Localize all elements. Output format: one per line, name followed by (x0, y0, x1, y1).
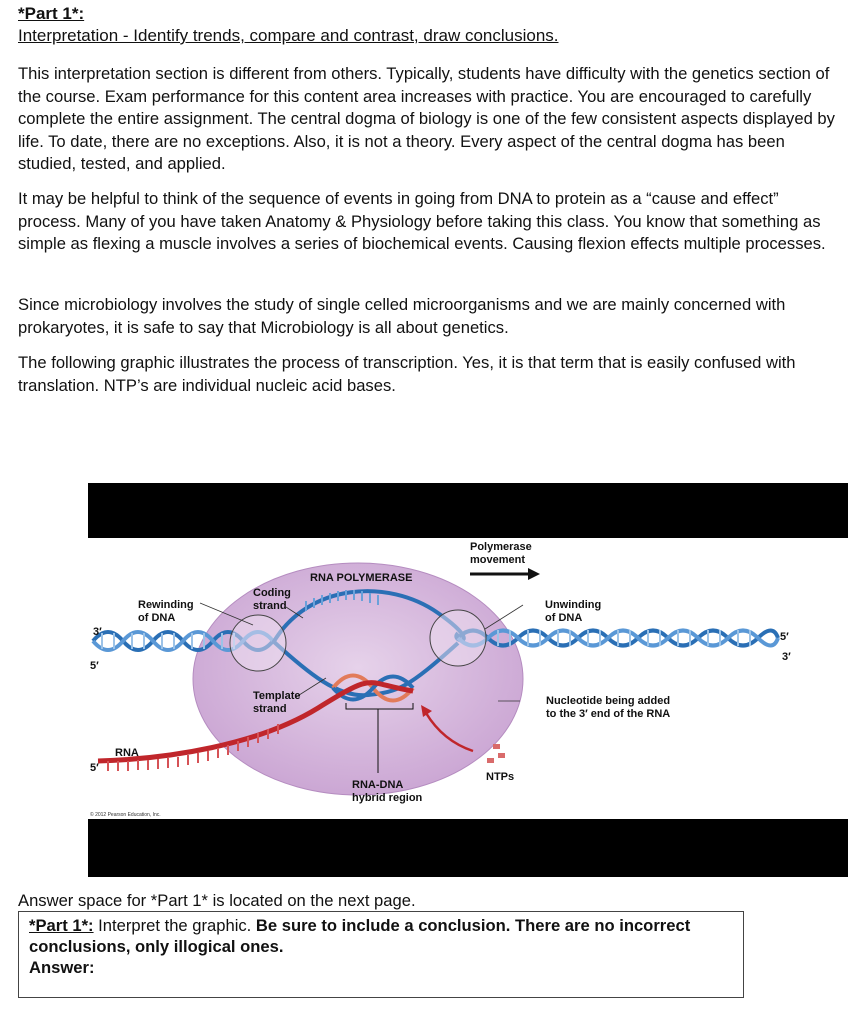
label-nucleotide-2: to the 3′ end of the RNA (546, 708, 671, 720)
intro-paragraph: This interpretation section is different from others. Typically, students have difficulty with the genetics section of the course. Exam performance for this content area increases with practice. You are encouraged to carefully complete the entire assignment. The central dogma of biology is one of the few consistent aspects displayed by life. To date, there are no exceptions. Also, it is not a theory. Every aspect of the central dogma has been studied, tested, and applied. (18, 64, 835, 173)
answer-instruction: Be sure to include a conclusion. There are no incorrect conclusions, only illogical ones. (29, 916, 691, 956)
part-title: *Part 1*: (18, 4, 85, 23)
unwinding-bubble (430, 610, 486, 666)
label-unwinding-2: of DNA (545, 612, 583, 624)
answer-part-label: *Part 1*: (29, 916, 94, 935)
answer-box[interactable] (18, 911, 744, 998)
label-polymerase-movement-2: movement (470, 554, 526, 566)
label-hybrid-2: hybrid region (352, 792, 423, 804)
rewinding-bubble (230, 615, 286, 671)
label-5-prime-rna: 5′ (90, 762, 99, 774)
answer-prompt (29, 915, 733, 957)
label-rewinding-2: of DNA (138, 612, 176, 624)
label-polymerase-movement-1: Polymerase (470, 541, 532, 553)
label-ntps: NTPs (486, 771, 515, 783)
label-coding-strand-2: strand (253, 600, 287, 612)
label-rna-polymerase: RNA POLYMERASE (310, 572, 413, 584)
label-5-prime-left: 5′ (90, 660, 99, 672)
answer-prompt-text: Interpret the graphic. (93, 916, 256, 935)
polymerase-arrow (470, 568, 540, 580)
graphic-intro-paragraph: The following graphic illustrates the process of transcription. Yes, it is that term that is easily confused with translation. NTP’s are individual nucleic acid bases. (18, 353, 796, 395)
copyright-text: © 2012 Pearson Education, Inc. (90, 812, 161, 818)
label-unwinding-1: Unwinding (545, 599, 602, 611)
label-nucleotide-1: Nucleotide being added (546, 695, 671, 707)
label-template-strand-2: strand (253, 703, 287, 715)
microbiology-paragraph: Since microbiology involves the study of single celled microorganisms and we are mainly concerned with prokaryotes, it is safe to say that Microbiology is all about genetics. (18, 295, 786, 337)
label-hybrid-1: RNA-DNA (352, 779, 404, 791)
label-rewinding-1: Rewinding (138, 599, 194, 611)
label-5-prime-right: 5′ (780, 631, 789, 643)
label-3-prime-right: 3′ (782, 651, 791, 663)
answer-label: Answer: (29, 958, 95, 977)
section-subtitle: Interpretation - Identify trends, compare and contrast, draw conclusions. (18, 26, 559, 45)
label-coding-strand-1: Coding (253, 587, 291, 599)
cause-effect-paragraph: It may be helpful to think of the sequence of events in going from DNA to protein as a “cause and effect” process. Many of you have taken Anatomy & Physiology before taking this class. You know that something as simple as flexing a muscle involves a series of biochemical events. Causing flexion effects multiple processes. (18, 189, 826, 253)
answer-note: Answer space for *Part 1* is located on the next page. (18, 891, 416, 910)
label-3-prime-left: 3′ (93, 626, 102, 638)
label-template-strand-1: Template (253, 690, 301, 702)
transcription-diagram (88, 483, 848, 878)
black-bar-bottom (88, 819, 848, 877)
rna-polymerase-body (193, 563, 523, 795)
label-rna: RNA (115, 747, 139, 759)
black-bar-top (88, 483, 848, 538)
